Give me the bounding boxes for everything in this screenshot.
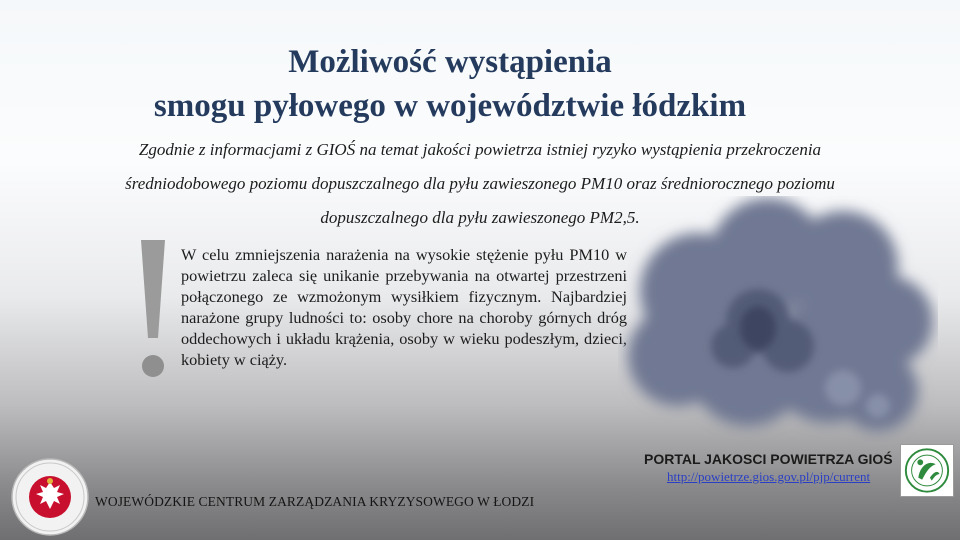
- slide-title-line-2: smogu pyłowego w województwie łódzkim: [153, 88, 747, 124]
- crisis-center-name: WOJEWÓDZKIE CENTRUM ZARZĄDZANIA KRYZYSOWEGO W ŁODZI: [95, 494, 535, 509]
- gios-logo-icon: [900, 444, 954, 497]
- voivodeship-seal-icon: [10, 457, 90, 537]
- slide-title-line-1: Możliwość wystąpienia: [288, 44, 612, 80]
- warning-text: W celu zmniejszenia narażenia na wysokie stężenie pyłu PM10 w powietrzu zaleca się unikanie przebywania na otwartej przestrzeni połączonego ze wzmożonym wysiłkiem fizycznym. Najbardziej narażone grupy ludności to: osoby chore na choroby górnych dróg oddechowych i układu krążenia, osoby w wieku podeszłym, dzieci, kobiety w ciąży.: [181, 245, 627, 369]
- exclamation-mark-icon: [138, 238, 168, 383]
- intro-line-1: Zgodnie z informacjami z GIOŚ na temat jakości powietrza istniej ryzyko wystąpienia przekroczenia: [138, 140, 822, 159]
- intro-line-2: średniodobowego poziomu dopuszczalnego dla pyłu zawieszonego PM10 oraz średniorocznego poziomu: [125, 174, 835, 193]
- intro-line-3: dopuszczalnego dla pyłu zawieszonego PM2,5.: [320, 208, 640, 227]
- smog-cloud-icon: [618, 196, 938, 442]
- portal-title: PORTAL JAKOSCI POWIETRZA GIOŚ: [644, 451, 893, 467]
- portal-link[interactable]: http://powietrze.gios.gov.pl/pjp/current: [667, 469, 871, 484]
